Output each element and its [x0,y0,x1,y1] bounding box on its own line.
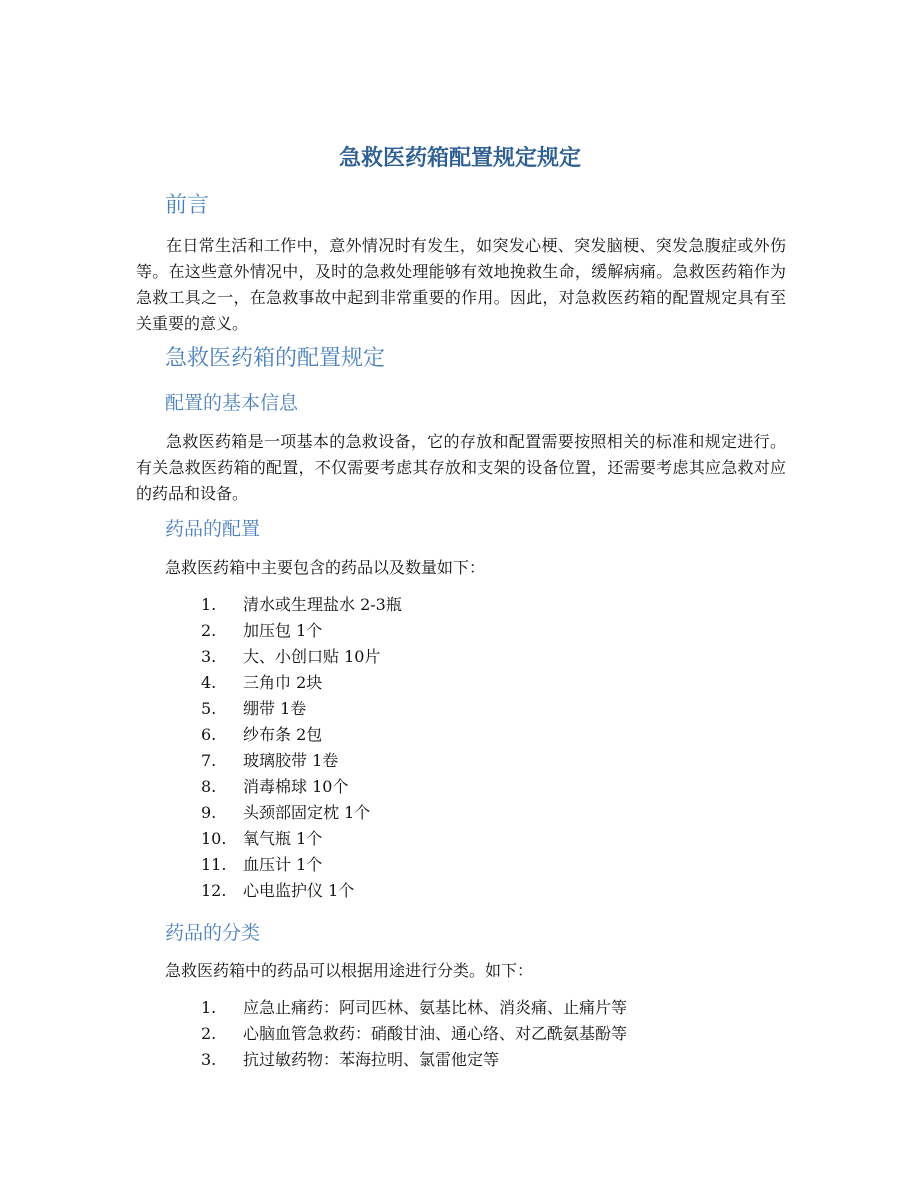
list-item: 4. 三角巾 2块 [201,673,323,692]
list-item: 9. 头颈部固定枕 1个 [201,803,371,822]
heading-basic-info: 配置的基本信息 [165,392,299,414]
list-item: 3. 抗过敏药物：苯海拉明、氯雷他定等 [201,1050,500,1069]
drug-config-intro: 急救医药箱中主要包含的药品以及数量如下： [165,558,486,577]
list-item: 3. 大、小创口贴 10片 [201,647,381,666]
drug-config-list [0,592,920,904]
drug-class-list [0,995,920,1073]
list-item: 1. 应急止痛药：阿司匹林、氨基比林、消炎痛、止痛片等 [201,998,628,1017]
basic-info-paragraph: 急救医药箱是一项基本的急救设备，它的存放和配置需要按照相关的标准和规定进行。有关急救医药箱的配置，不仅需要考虑其存放和支架的设备位置，还需要考虑其应急救对应的药品和设备。 [136,432,786,503]
heading-preface: 前言 [165,193,210,218]
list-item: 7. 玻璃胶带 1卷 [201,751,339,770]
drug-class-intro: 急救医药箱中的药品可以根据用途进行分类。如下： [165,961,534,980]
heading-config-rules: 急救医药箱的配置规定 [165,346,386,371]
preface-paragraph: 在日常生活和工作中，意外情况时有发生，如突发心梗、突发脑梗、突发急腹症或外伤等。在这些意外情况中，及时的急救处理能够有效地挽救生命，缓解病痛。急救医药箱作为急救工具之一，在急救事故中起到非常重要的作用。因此，对急救医药箱的配置规定具有至关重要的意义。 [136,236,786,333]
list-item: 2. 加压包 1个 [201,621,323,640]
list-item: 10. 氧气瓶 1个 [201,829,323,848]
list-item: 1. 清水或生理盐水 2-3瓶 [201,595,402,614]
document-title: 急救医药箱配置规定规定 [338,146,581,171]
list-item: 11. 血压计 1个 [201,855,323,874]
list-item: 5. 绷带 1卷 [201,699,307,718]
list-item: 2. 心脑血管急救药：硝酸甘油、通心络、对乙酰氨基酚等 [201,1024,628,1043]
heading-drug-class: 药品的分类 [165,922,261,944]
heading-drug-config: 药品的配置 [165,518,261,540]
list-item: 6. 纱布条 2包 [201,725,323,744]
list-item: 8. 消毒棉球 10个 [201,777,349,796]
list-item: 12. 心电监护仪 1个 [201,881,355,900]
